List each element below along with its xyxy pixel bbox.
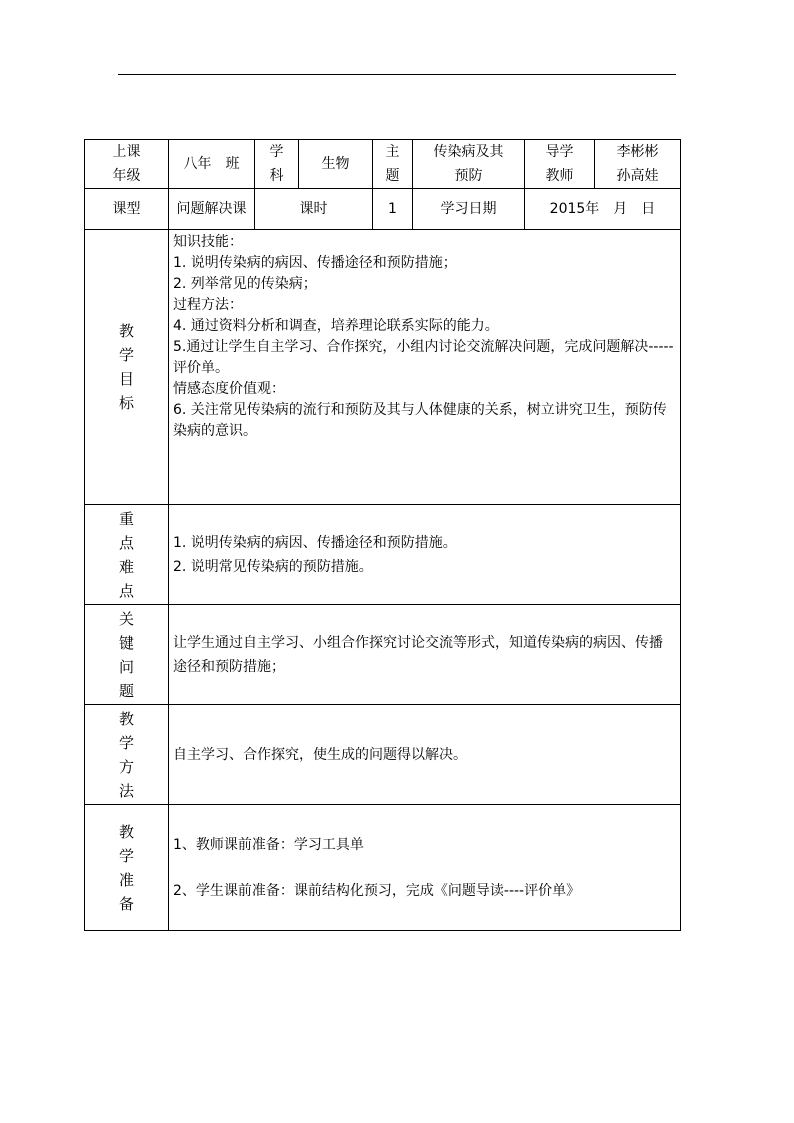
objective-line: 情感态度价值观： [173, 381, 285, 397]
grade-label-line1: 上课 [112, 144, 141, 160]
header-row [85, 140, 681, 189]
header-rule [118, 74, 676, 75]
objectives-label [85, 230, 169, 505]
method-row [85, 705, 681, 805]
key-question-row [85, 605, 681, 705]
objective-line: 6. 关注常见传染病的流行和预防及其与人体健康的关系，树立讲究卫生，预防传染病的意识。 [173, 402, 667, 439]
objective-line: 知识技能： [173, 234, 243, 250]
objective-line: 1. 说明传染病的病因、传播途径和预防措施； [173, 255, 457, 271]
course-type-row [85, 189, 681, 230]
method-label-char: 教 [118, 709, 134, 728]
method-content [169, 705, 681, 805]
topic-value-cell [413, 140, 525, 189]
teacher-value-cell [595, 140, 681, 189]
topic-label-line1: 主 [385, 144, 400, 160]
method-label-char: 学 [118, 733, 134, 752]
objective-line: 5.通过让学生自主学习、合作探究，小组内讨论交流解决问题，完成问题解决-----评价单。 [173, 339, 674, 376]
key-points-label-char: 难 [118, 557, 134, 576]
subject-value: 生物 [299, 140, 373, 189]
preparation-content [169, 805, 681, 931]
key-points-label-char: 点 [118, 533, 134, 552]
class-hours-value: 1 [373, 189, 413, 230]
key-points-label-char: 点 [118, 581, 134, 600]
preparation-line: 1、教师课前准备：学习工具单 [173, 836, 364, 853]
grade-label-line2: 年级 [112, 168, 141, 184]
objectives-label-char: 学 [118, 346, 134, 364]
grade-label-cell [85, 140, 169, 189]
subject-label-cell [255, 140, 299, 189]
topic-value-line1: 传染病及其 [433, 144, 504, 160]
topic-label-line2: 题 [385, 168, 400, 184]
objective-line: 过程方法： [173, 297, 243, 313]
subject-label-line1: 学 [269, 144, 284, 160]
topic-value-line2: 预防 [454, 168, 483, 184]
key-points-label [85, 505, 169, 605]
objectives-content [169, 230, 681, 505]
preparation-label-char: 教 [118, 822, 134, 841]
key-question-label-char: 关 [118, 609, 134, 628]
preparation-label-char: 备 [118, 894, 134, 913]
method-label-char: 方 [118, 757, 134, 776]
preparation-label [85, 805, 169, 931]
key-point-line: 2. 说明常见传染病的预防措施。 [173, 558, 373, 575]
objectives-row [85, 230, 681, 505]
key-question-text: 让学生通过自主学习、小组合作探究讨论交流等形式，知道传染病的病因、传播途径和预防措施； [173, 634, 663, 675]
key-question-label-char: 键 [118, 633, 134, 652]
course-type-value: 问题解决课 [169, 189, 255, 230]
key-point-line: 1. 说明传染病的病因、传播途径和预防措施。 [173, 534, 457, 551]
key-points-row [85, 505, 681, 605]
topic-label-cell [373, 140, 413, 189]
objectives-label-char: 目 [118, 370, 134, 388]
study-date-label: 学习日期 [413, 189, 525, 230]
class-hours-label: 课时 [255, 189, 373, 230]
study-date-value: 2015年 月 日 [525, 189, 681, 230]
preparation-row [85, 805, 681, 931]
method-text: 自主学习、合作探究，使生成的问题得以解决。 [173, 746, 467, 763]
teacher-value-line1: 李彬彬 [616, 144, 659, 160]
key-points-content [169, 505, 681, 605]
preparation-line: 2、学生课前准备：课前结构化预习，完成《问题导读----评价单》 [173, 882, 581, 899]
method-label [85, 705, 169, 805]
grade-value: 八年 班 [169, 140, 255, 189]
teacher-label-cell [525, 140, 595, 189]
preparation-label-char: 准 [118, 870, 134, 889]
preparation-label-char: 学 [118, 846, 134, 865]
objective-line: 4. 通过资料分析和调查，培养理论联系实际的能力。 [173, 318, 499, 334]
key-question-label-char: 题 [118, 681, 134, 700]
objectives-label-char: 标 [118, 394, 134, 412]
course-type-label: 课型 [85, 189, 169, 230]
teacher-label-line1: 导学 [545, 144, 574, 160]
method-label-char: 法 [118, 781, 134, 800]
objective-line: 2. 列举常见的传染病； [173, 276, 317, 292]
lesson-plan-table [84, 139, 681, 931]
subject-label-line2: 科 [269, 168, 284, 184]
objectives-label-char: 教 [118, 322, 134, 340]
key-question-label [85, 605, 169, 705]
teacher-value-line2: 孙高娃 [616, 168, 659, 184]
key-question-content [169, 605, 681, 705]
teacher-label-line2: 教师 [545, 168, 574, 184]
key-question-label-char: 问 [118, 657, 134, 676]
key-points-label-char: 重 [118, 509, 134, 528]
